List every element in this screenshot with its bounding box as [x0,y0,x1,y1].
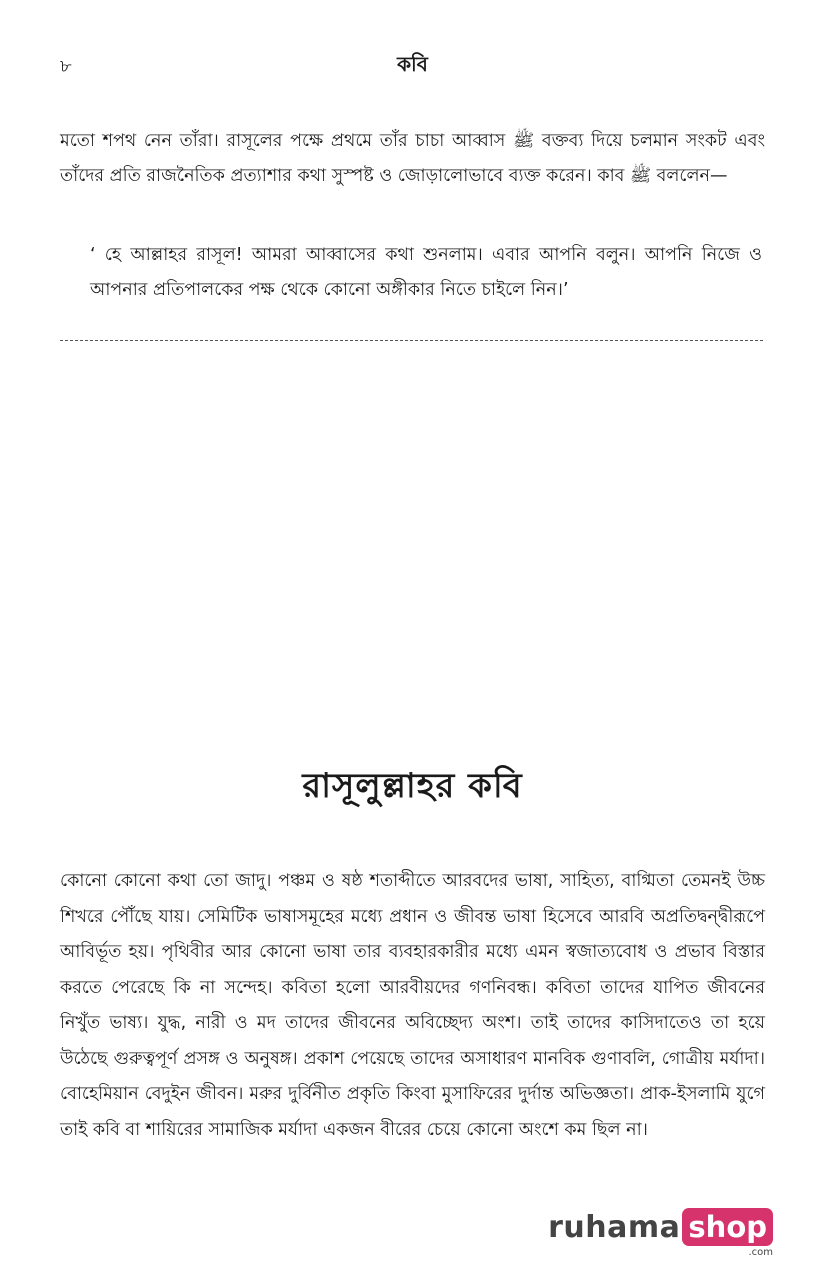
page-number: ৮ [60,56,72,77]
paragraph-top: মতো শপথ নেন তাঁরা। রাসূলের পক্ষে প্রথমে তাঁর চাচা আব্বাস ﷺ বক্তব্য দিয়ে চলমান সংকট এবং তাঁদের প্রতি রাজনৈতিক প্রত্যাশার কথা সুস্পষ্ট ও জোড়ালোভাবে ব্যক্ত করেন। কাব ﷺ বললেন— [60,131,765,186]
logo-text-ruhama: ruhama [548,1210,681,1245]
dashed-divider [60,340,763,341]
blockquote: ‘ হে আল্লাহর রাসূল! আমরা আব্বাসের কথা শুনলাম। এবার আপনি বলুন। আপনি নিজে ও আপনার প্রতিপালকের পক্ষ থেকে কোনো অঙ্গীকার নিতে চাইলে নিন।’ [90,245,762,300]
logo-shop-group [682,1208,773,1259]
logo-text-shop: shop [682,1208,773,1246]
paragraph-body: কোনো কোনো কথা তো জাদু। পঞ্চম ও ষষ্ঠ শতাব্দীতে আরবদের ভাষা, সাহিত্য, বাগ্মিতা তেমনই উচ্চ শিখরে পৌঁছে যায়। সেমিটিক ভাষাসমূহের মধ্যে প্রধান ও জীবন্ত ভাষা হিসেবে আরবি অপ্রতিদ্বন্দ্বীরূপে আবির্ভূত হয়। পৃথিবীর আর কোনো ভাষা তার ব্যবহারকারীর মধ্যে এমন স্বজাত্যবোধ ও প্রভাব বিস্তার করতে পেরেছে কি না সন্দেহ। কবিতা হলো আরবীয়দের গণনিবন্ধ। কবিতা তাদের যাপিত জীবনের নিখুঁত ভাষ্য। যুদ্ধ, নারী ও মদ তাদের জীবনের অবিচ্ছেদ্য অংশ। তাই তাদের কাসিদাতেও তা হয়ে উঠেছে গুরুত্বপূর্ণ প্রসঙ্গ ও অনুষঙ্গ। প্রকাশ পেয়েছে তাদের অসাধারণ মানবিক গুণাবলি, গোত্রীয় মর্যাদা। বোহেমিয়ান বেদুইন জীবন। মরুর দুর্বিনীত প্রকৃতি কিংবা মুসাফিরের দুর্দান্ত অভিজ্ঞতা। প্রাক-ইসলামি যুগে তাই কবি বা শায়িরের সামাজিক মর্যাদা একজন বীরের চেয়ে কোনো অংশে কম ছিল না। [60,871,765,1140]
section-heading: রাসূলুল্লাহর কবি [302,766,523,806]
logo-text-com: .com [748,1247,773,1258]
ruhamashop-logo [548,1208,773,1259]
running-title: কবি [397,52,428,76]
